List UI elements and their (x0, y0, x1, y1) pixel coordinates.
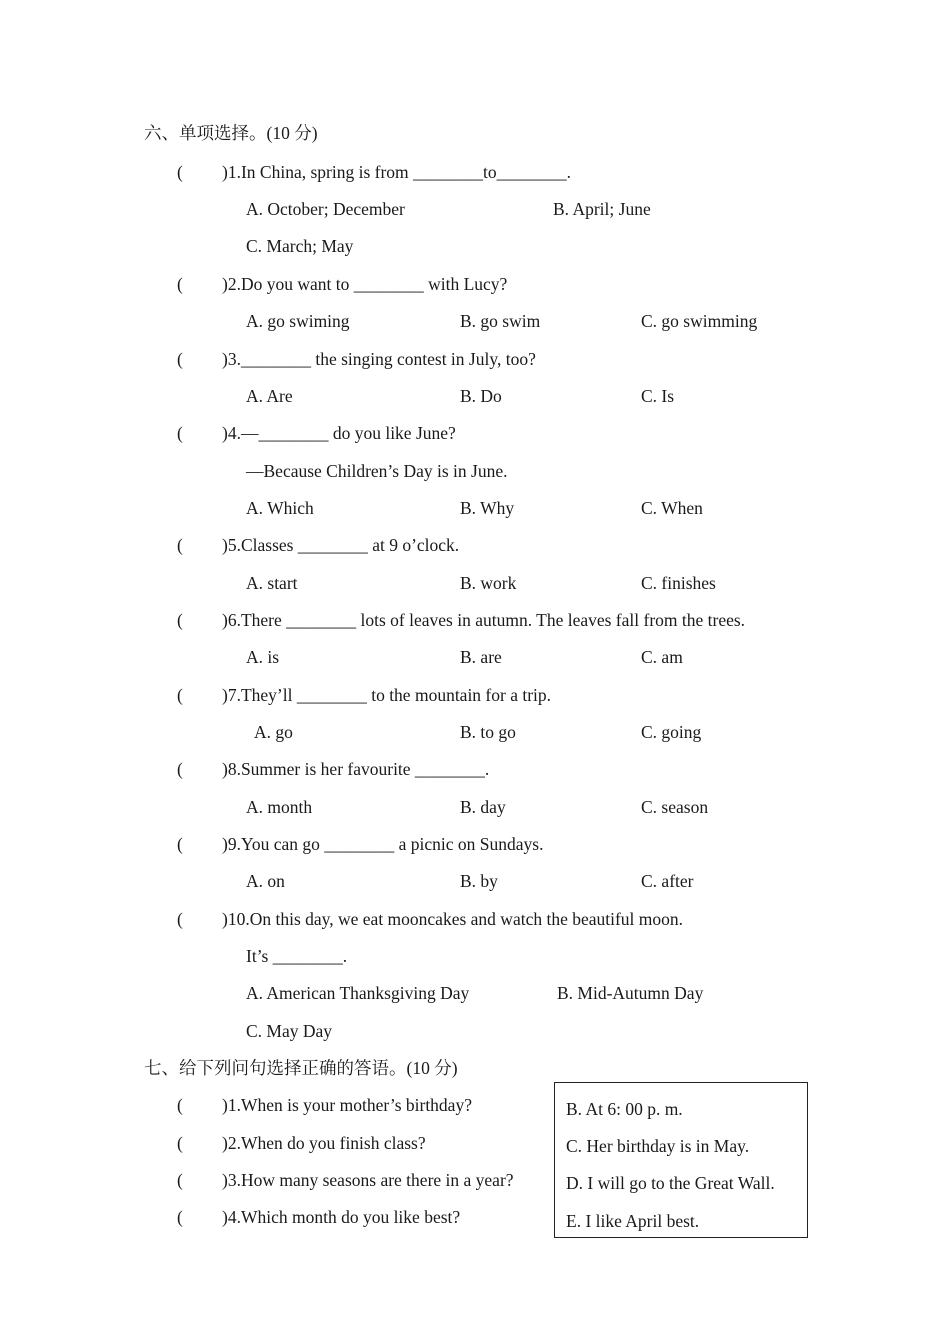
answer-paren[interactable]: ( (177, 685, 183, 705)
question-stem: )1.In China, spring is from ________to________. (222, 162, 572, 182)
answer-option: C. Her birthday is in May. (566, 1136, 750, 1156)
option: B. are (460, 647, 502, 667)
answer-option: E. I like April best. (566, 1211, 700, 1231)
option: B. Why (460, 498, 515, 518)
answer-option: D. I will go to the Great Wall. (566, 1173, 775, 1193)
question-stem: )2.When do you finish class? (222, 1133, 426, 1153)
option: A. American Thanksgiving Day (246, 983, 470, 1003)
answer-paren[interactable]: ( (177, 535, 183, 555)
question-stem: )9.You can go ________ a picnic on Sundays. (222, 834, 544, 854)
section6-title: 六、单项选择。(10 分) (144, 123, 318, 143)
question-stem: )2.Do you want to ________ with Lucy? (222, 274, 508, 294)
option: A. go (254, 722, 293, 742)
option: A. is (246, 647, 280, 667)
answer-option: B. At 6: 00 p. m. (566, 1099, 683, 1119)
option: C. going (641, 722, 702, 742)
answer-paren[interactable]: ( (177, 759, 183, 779)
option: A. go swiming (246, 311, 350, 331)
option: B. go swim (460, 311, 541, 331)
answer-paren[interactable]: ( (177, 1095, 183, 1115)
question-stem: )8.Summer is her favourite ________. (222, 759, 490, 779)
answer-paren[interactable]: ( (177, 274, 183, 294)
question-stem: )3.How many seasons are there in a year? (222, 1170, 514, 1190)
answer-paren[interactable]: ( (177, 423, 183, 443)
option: C. season (641, 797, 709, 817)
option: C. When (641, 498, 703, 518)
question-stem: )1.When is your mother’s birthday? (222, 1095, 472, 1115)
option: C. after (641, 871, 694, 891)
option: B. day (460, 797, 506, 817)
option: A. start (246, 573, 298, 593)
option: A. on (246, 871, 285, 891)
option: B. Mid-Autumn Day (557, 983, 704, 1003)
option: C. finishes (641, 573, 716, 593)
option: C. March; May (246, 236, 354, 256)
option: B. to go (460, 722, 516, 742)
answer-paren[interactable]: ( (177, 909, 183, 929)
question-stem: )4.—________ do you like June? (222, 423, 456, 443)
answer-paren[interactable]: ( (177, 1133, 183, 1153)
answer-paren[interactable]: ( (177, 834, 183, 854)
section7-title: 七、给下列问句选择正确的答语。(10 分) (144, 1058, 458, 1078)
answer-paren[interactable]: ( (177, 349, 183, 369)
option: C. go swimming (641, 311, 758, 331)
option: C. May Day (246, 1021, 333, 1041)
option: B. Do (460, 386, 502, 406)
answer-paren[interactable]: ( (177, 1170, 183, 1190)
option: C. Is (641, 386, 675, 406)
question-stem: )4.Which month do you like best? (222, 1207, 461, 1227)
option: A. month (246, 797, 313, 817)
answer-paren[interactable]: ( (177, 610, 183, 630)
answer-paren[interactable]: ( (177, 162, 183, 182)
question-stem: )7.They’ll ________ to the mountain for a trip. (222, 685, 552, 705)
question-extra: —Because Children’s Day is in June. (246, 461, 508, 481)
question-stem: )6.There ________ lots of leaves in autumn. The leaves fall from the trees. (222, 610, 746, 630)
option: B. by (460, 871, 498, 891)
option: C. am (641, 647, 683, 667)
question-stem: )10.On this day, we eat mooncakes and watch the beautiful moon. (222, 909, 684, 929)
option: B. April; June (553, 199, 651, 219)
option: A. Which (246, 498, 314, 518)
question-stem: )5.Classes ________ at 9 o’clock. (222, 535, 460, 555)
option: A. October; December (246, 199, 405, 219)
question-extra: It’s ________. (246, 946, 348, 966)
question-stem: )3.________ the singing contest in July, too? (222, 349, 536, 369)
option: A. Are (246, 386, 293, 406)
answer-paren[interactable]: ( (177, 1207, 183, 1227)
option: B. work (460, 573, 517, 593)
